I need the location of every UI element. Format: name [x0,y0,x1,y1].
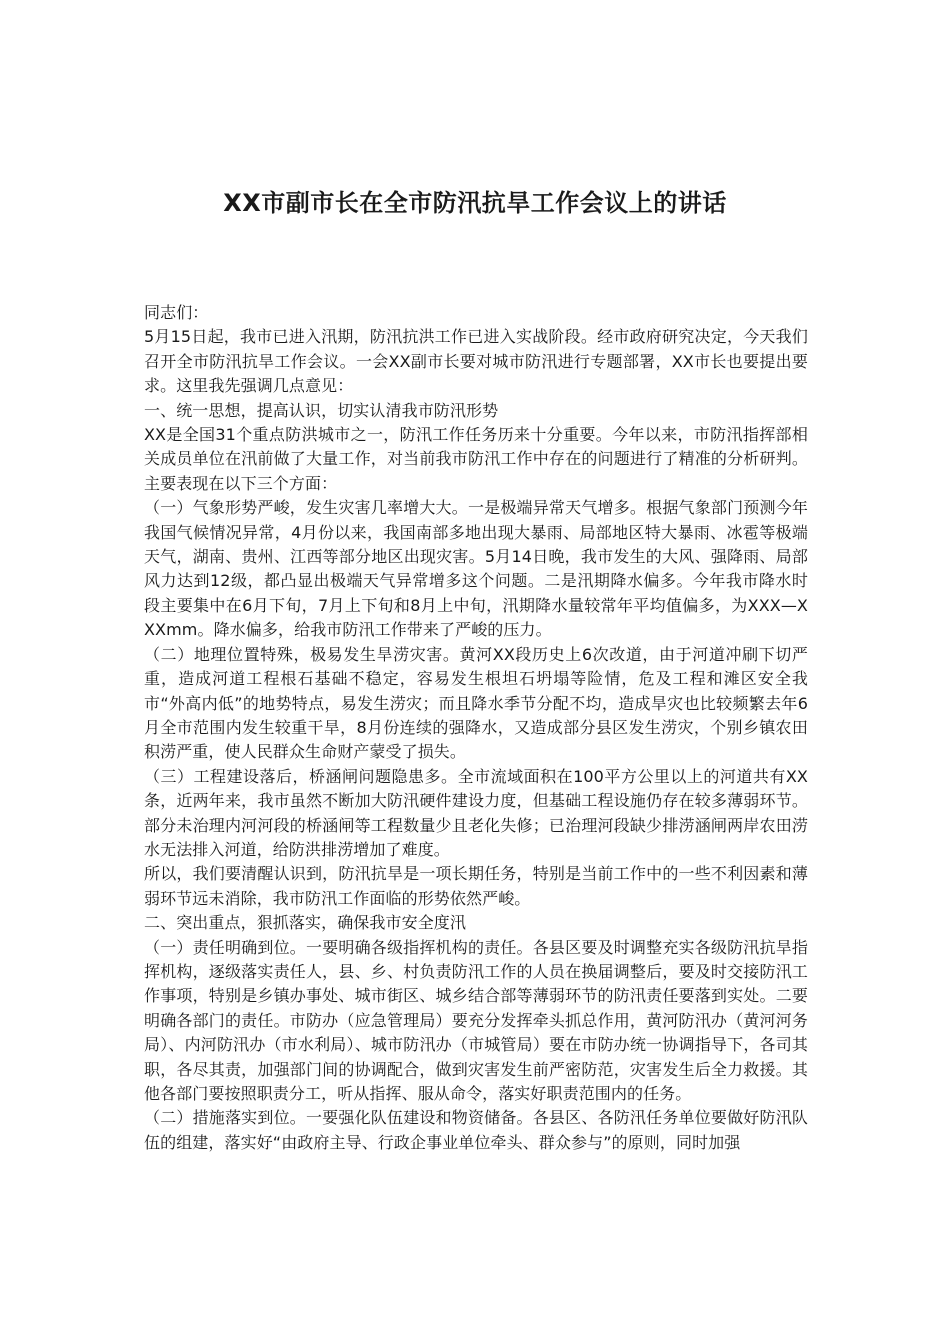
paragraph-measures: （二）措施落实到位。一要强化队伍建设和物资储备。各县区、各防汛任务单位要做好防汛队伍的组建，落实好“由政府主导、行政企事业单位牵头、群众参与”的原则，同时加强 [144,1108,808,1152]
paragraph-weather: （一）气象形势严峻，发生灾害几率增大大。一是极端异常天气增多。根据气象部门预测今年我国气候情况异常，4月份以来，我国南部多地出现大暴雨、局部地区特大暴雨、冰雹等极端天气，湖南、贵州、江西等部分地区出现灾害。5月14日晚，我市发生的大风、强降雨、局部风力达到12级，都凸显出极端天气异常增多这个问题。二是汛期降水偏多。今年我市降水时段主要集中在6月下旬，7月上下旬和8月上中旬，汛期降水量较常年平均值偏多，为XXX—XXXmm。降水偏多，给我市防汛工作带来了严峻的压力。 [144,498,808,640]
document-body [144,301,808,1155]
paragraph-responsibility: （一）责任明确到位。一要明确各级指挥机构的责任。各县区要及时调整充实各级防汛抗旱指挥机构，逐级落实责任人，县、乡、村负责防汛工作的人员在换届调整后，要及时交接防汛工作事项，特别是乡镇办事处、城市街区、城乡结合部等薄弱环节的防汛责任要落到实处。二要明确各部门的责任。市防办（应急管理局）要充分发挥牵头抓总作用，黄河防汛办（黄河河务局）、内河防汛办（市水利局）、城市防汛办（市城管局）要在市防办统一协调指导下，各司其职，各尽其责，加强部门间的协调配合，做到灾害发生前严密防范，灾害发生后全力救援。其他各部门要按照职责分工，听从指挥、服从命令，落实好职责范围内的任务。 [144,937,808,1103]
document-title: XX市副市长在全市防汛抗旱工作会议上的讲话 [223,189,727,217]
section-heading-1: 一、统一思想，提高认识，切实认清我市防汛形势 [144,400,499,420]
paragraph-engineering: （三）工程建设落后，桥涵闸问题隐患多。全市流域面积在100平方公里以上的河道共有XX条，近两年来，我市虽然不断加大防汛硬件建设力度，但基础工程设施仍存在较多薄弱环节。部分未治理内河河段的桥涵闸等工程数量少且老化失修；已治理河段缺少排涝涵闸两岸农田涝水无法排入河道，给防洪排涝增加了难度。 [144,766,808,859]
paragraph-overview: XX是全国31个重点防洪城市之一，防汛工作任务历来十分重要。今年以来，市防汛指挥部相关成员单位在汛前做了大量工作，对当前我市防汛工作中存在的问题进行了精准的分析研判。主要表现在以下三个方面： [144,425,808,493]
paragraph-intro: 5月15日起，我市已进入汛期，防汛抗洪工作已进入实战阶段。经市政府研究决定，今天我们召开全市防汛抗旱工作会议。一会XX副市长要对城市防汛进行专题部署，XX市长也要提出要求。这里我先强调几点意见： [144,327,808,396]
section-heading-2: 二、突出重点，狠抓落实，确保我市安全度汛 [144,913,467,933]
salutation: 同志们： [144,303,209,322]
paragraph-geography: （二）地理位置特殊，极易发生旱涝灾害。黄河XX段历史上6次改道，由于河道冲刷下切严重，造成河道工程根石基础不稳定，容易发生根坦石坍塌等险情，危及工程和滩区安全我市“外高内低”的地势特点，易发生涝灾；而且降水季节分配不均，造成旱灾也比较频繁去年6月全市范围内发生较重干旱，8月份连续的强降水，又造成部分县区发生涝灾，个别乡镇农田积涝严重，使人民群众生命财产蒙受了损失。 [144,644,808,762]
paragraph-conclusion: 所以，我们要清醒认识到，防汛抗旱是一项长期任务，特别是当前工作中的一些不利因素和薄弱环节远未消除，我市防汛工作面临的形势依然严峻。 [144,864,808,908]
